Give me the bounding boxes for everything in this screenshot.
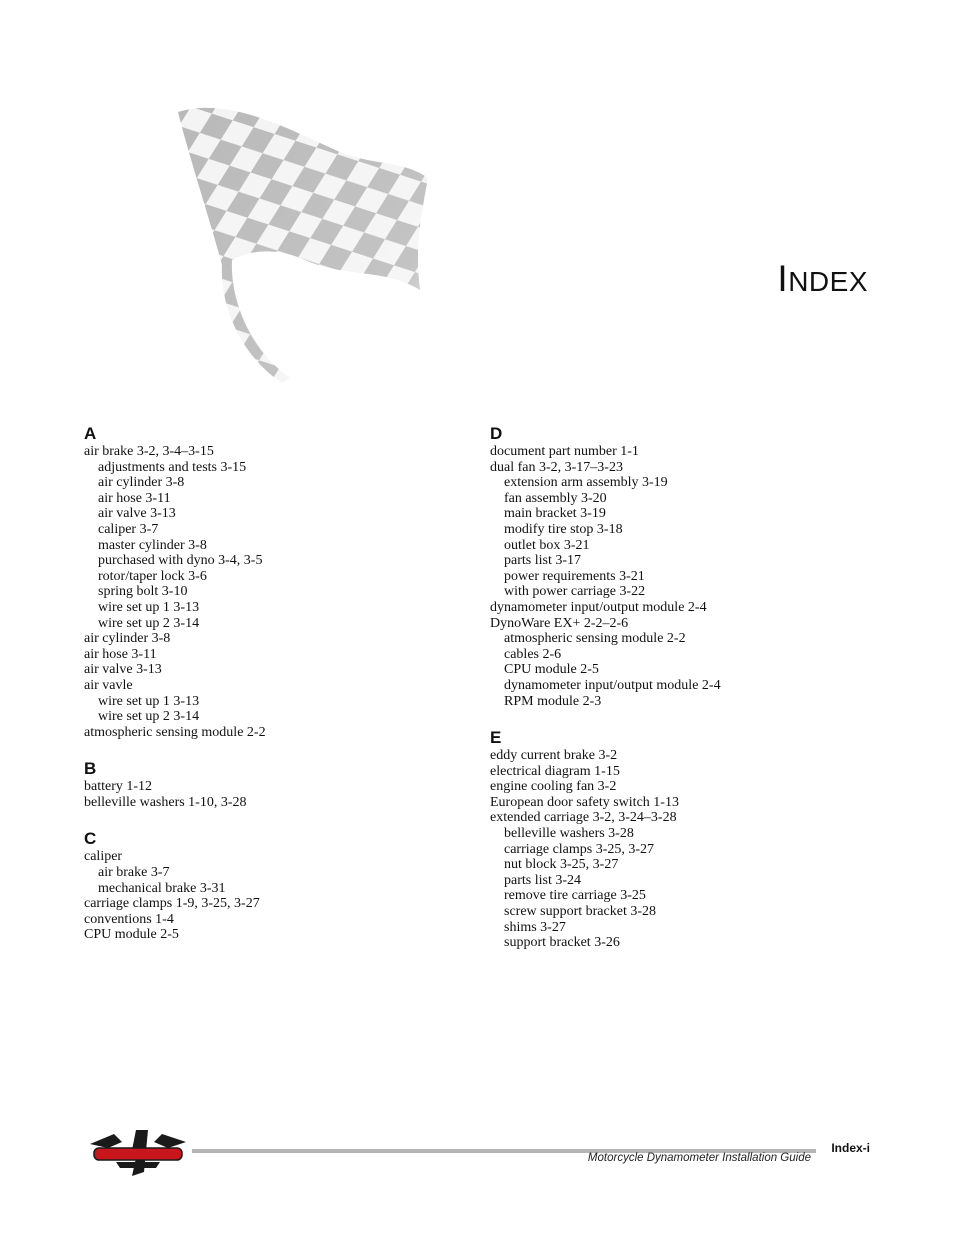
index-entry: battery 1-12 xyxy=(84,779,153,795)
index-subentry: rotor/taper lock 3-6 xyxy=(98,568,207,584)
page-title xyxy=(777,258,868,300)
index-subentry: wire set up 2 3-14 xyxy=(98,615,200,631)
index-section-e xyxy=(490,728,890,951)
index-entry: air cylinder 3-8 xyxy=(84,631,171,647)
index-entry: document part number 1-1 xyxy=(490,444,639,459)
index-subentry: shims 3-27 xyxy=(504,919,566,935)
section-letter: A xyxy=(84,424,97,443)
index-section-d xyxy=(490,424,890,709)
index-subentry: parts list 3-24 xyxy=(504,872,581,888)
index-subentry: wire set up 2 3-14 xyxy=(98,709,200,725)
index-entry: eddy current brake 3-2 xyxy=(490,748,618,764)
index-subentry: air hose 3-11 xyxy=(98,490,171,506)
index-subentry: adjustments and tests 3-15 xyxy=(98,459,247,475)
page-title-initial: I xyxy=(777,258,789,299)
index-entry: belleville washers 1-10, 3-28 xyxy=(84,794,247,810)
index-entry: European door safety switch 1-13 xyxy=(490,794,679,810)
section-letter: D xyxy=(490,424,503,443)
index-subentry: screw support bracket 3-28 xyxy=(504,904,657,920)
index-subentry: dynamometer input/output module 2-4 xyxy=(504,677,721,693)
page-title-rest: NDEX xyxy=(788,266,868,297)
dynojet-logo-icon xyxy=(86,1128,190,1178)
index-column-right xyxy=(490,424,890,970)
index-subentry: extension arm assembly 3-19 xyxy=(504,475,668,491)
section-letter: C xyxy=(84,829,97,849)
index-entry: DynoWare EX+ 2-2–2-6 xyxy=(490,615,629,631)
index-subentry: carriage clamps 3-25, 3-27 xyxy=(504,841,655,857)
section-letter: B xyxy=(84,759,97,779)
index-entry: dynamometer input/output module 2-4 xyxy=(490,599,707,615)
index-subentry: nut block 3-25, 3-27 xyxy=(504,857,619,873)
index-subentry: spring bolt 3-10 xyxy=(98,584,188,600)
index-subentry: remove tire carriage 3-25 xyxy=(504,888,646,904)
checkered-flag-icon xyxy=(170,100,440,385)
index-entry: air hose 3-11 xyxy=(84,646,157,662)
section-letter: E xyxy=(490,728,502,748)
index-entry: conventions 1-4 xyxy=(84,911,174,927)
index-entry: air brake 3-2, 3-4–3-15 xyxy=(84,444,214,459)
index-subentry: support bracket 3-26 xyxy=(504,935,620,951)
index-subentry: air brake 3-7 xyxy=(98,865,170,881)
index-section-a xyxy=(84,424,484,740)
index-subentry: main bracket 3-19 xyxy=(504,506,606,522)
index-subentry: cables 2-6 xyxy=(504,646,562,662)
index-entry: carriage clamps 1-9, 3-25, 3-27 xyxy=(84,896,260,912)
index-entry: caliper xyxy=(84,849,123,865)
index-entry: CPU module 2-5 xyxy=(84,927,179,943)
index-subentry: air cylinder 3-8 xyxy=(98,475,185,491)
index-subentry: air valve 3-13 xyxy=(98,506,176,522)
footer-page-number: Index-i xyxy=(831,1141,870,1155)
index-subentry: with power carriage 3-22 xyxy=(504,584,646,600)
index-subentry: power requirements 3-21 xyxy=(504,568,645,584)
index-entry: air vavle xyxy=(84,677,133,693)
index-subentry: outlet box 3-21 xyxy=(504,537,590,553)
index-subentry: wire set up 1 3-13 xyxy=(98,693,200,709)
index-entry: extended carriage 3-2, 3-24–3-28 xyxy=(490,810,677,826)
index-section-b xyxy=(84,759,484,810)
index-column-left xyxy=(84,424,484,962)
index-subentry: RPM module 2-3 xyxy=(504,693,602,709)
index-section-c xyxy=(84,829,484,943)
index-subentry: modify tire stop 3-18 xyxy=(504,521,623,537)
index-entry: dual fan 3-2, 3-17–3-23 xyxy=(490,459,623,475)
index-subentry: fan assembly 3-20 xyxy=(504,490,607,506)
index-entry: electrical diagram 1-15 xyxy=(490,763,620,779)
index-entry: air valve 3-13 xyxy=(84,662,162,678)
index-subentry: CPU module 2-5 xyxy=(504,662,599,678)
footer-guide-title: Motorcycle Dynamometer Installation Guide xyxy=(587,1152,811,1164)
index-subentry: mechanical brake 3-31 xyxy=(98,880,226,896)
index-subentry: wire set up 1 3-13 xyxy=(98,599,200,615)
index-entry: engine cooling fan 3-2 xyxy=(490,779,617,795)
index-subentry: caliper 3-7 xyxy=(98,521,159,537)
index-subentry: master cylinder 3-8 xyxy=(98,537,207,553)
index-entry: atmospheric sensing module 2-2 xyxy=(84,724,266,740)
index-subentry: purchased with dyno 3-4, 3-5 xyxy=(98,553,263,569)
index-subentry: parts list 3-17 xyxy=(504,553,581,569)
index-subentry: belleville washers 3-28 xyxy=(504,826,634,842)
index-subentry: atmospheric sensing module 2-2 xyxy=(504,631,686,647)
